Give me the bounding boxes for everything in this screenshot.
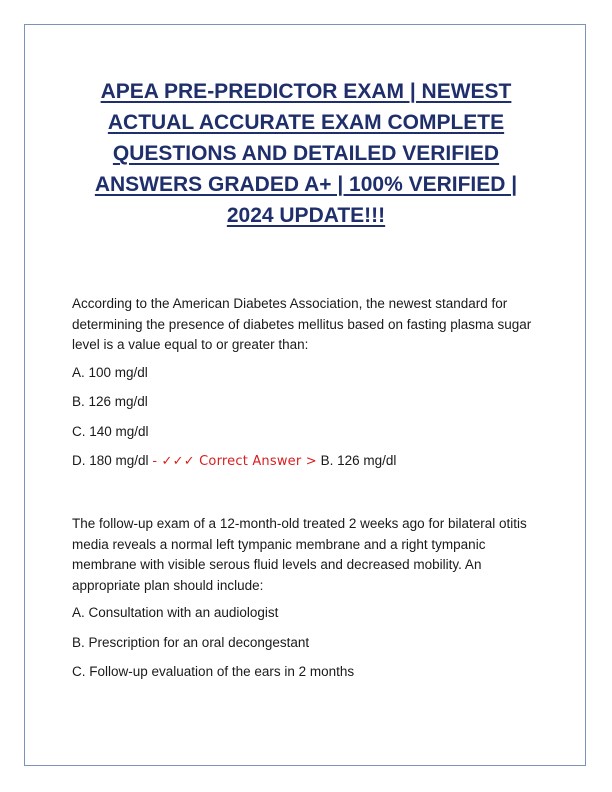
question-stem: According to the American Diabetes Association, the newest standard for determining the presence of diabetes mellitus based on fasting plasma sugar level is a value equal to or greater than: bbox=[72, 296, 532, 352]
correct-answer: B. 126 mg/dl bbox=[320, 453, 397, 468]
option-c: C. Follow-up evaluation of the ears in 2 months bbox=[72, 664, 355, 679]
option-d-with-answer bbox=[72, 451, 542, 473]
question-1 bbox=[72, 294, 542, 482]
option-b: B. Prescription for an oral decongestant bbox=[72, 634, 310, 650]
option-a: A. Consultation with an audiologist bbox=[72, 605, 279, 620]
option-c: C. 140 mg/dl bbox=[72, 423, 149, 439]
question-stem: The follow-up exam of a 12-month-old treated 2 weeks ago for bilateral otitis media reveals a normal left tympanic membrane and a right tympanic membrane with visible serous fluid levels and decreased mobility. An appropriate plan should include: bbox=[72, 516, 527, 593]
option-a: A. 100 mg/dl bbox=[72, 364, 148, 380]
option-b: B. 126 mg/dl bbox=[72, 394, 148, 409]
correct-answer-marker: - ✓✓✓ Correct Answer > bbox=[152, 454, 317, 469]
document-title: APEA PRE-PREDICTOR EXAM | NEWEST ACTUAL ACCURATE EXAM COMPLETE QUESTIONS AND DETAILED VERIFIED ANSWERS GRADED A+ | 100% VERIFIED | 2024 UPDATE!!! bbox=[94, 80, 518, 227]
option-d: D. 180 mg/dl bbox=[72, 453, 149, 468]
question-2 bbox=[72, 514, 542, 692]
